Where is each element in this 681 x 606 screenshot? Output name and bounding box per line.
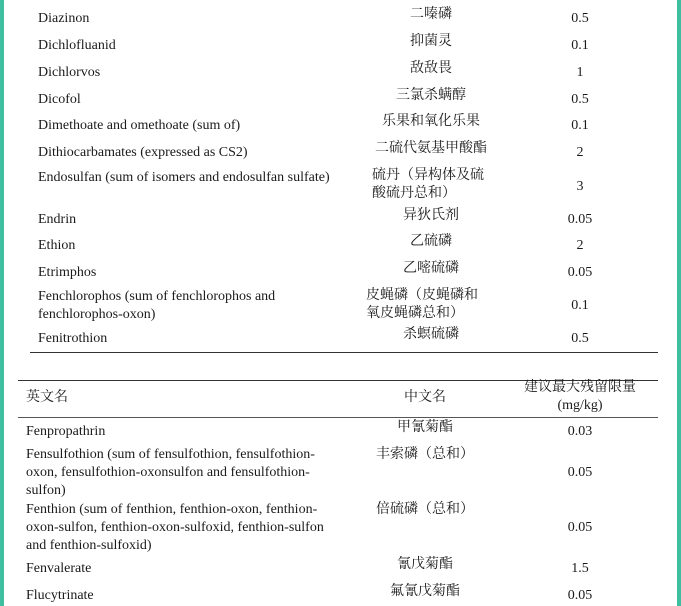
mrl-value: 0.1 — [571, 118, 589, 133]
mrl-value: 0.05 — [567, 265, 593, 280]
chinese-name: 三氯杀螨醇 — [396, 88, 466, 103]
chinese-name: 抑菌灵 — [410, 34, 452, 49]
mrl-value: 0.05 — [567, 212, 593, 227]
chinese-name: 氟氰戊菊酯 — [390, 584, 460, 599]
english-name: Endrin — [38, 212, 77, 227]
english-name: Fenpropathrin — [26, 424, 106, 439]
chinese-name: 倍硫磷（总和） — [376, 502, 474, 517]
mrl-value: 0.1 — [571, 298, 589, 313]
english-name: Ethion — [38, 238, 76, 253]
mrl-value: 0.5 — [571, 11, 589, 26]
chinese-name: 硫丹（异构体及硫酸硫丹总和） — [372, 168, 484, 201]
header-rule — [18, 417, 658, 418]
chinese-name: 乐果和氧化乐果 — [382, 114, 480, 129]
mrl-value: 2 — [576, 238, 584, 253]
chinese-name: 乙嘧硫磷 — [403, 261, 459, 276]
chinese-name: 杀螟硫磷 — [403, 327, 459, 342]
chinese-name: 二硫代氨基甲酸酯 — [375, 141, 487, 156]
english-name: Fenitrothion — [38, 331, 108, 346]
english-name: Etrimphos — [38, 265, 97, 280]
english-name: Endosulfan (sum of isomers and endosulfan sulfate) — [38, 170, 330, 185]
mrl-value: 0.5 — [571, 92, 589, 107]
mrl-value: 0.1 — [571, 38, 589, 53]
english-name: Dimethoate and omethoate (sum of) — [38, 118, 241, 133]
header-mrl-line1: 建议最大残留限量 — [524, 380, 636, 395]
chinese-name: 丰索磷（总和） — [376, 447, 474, 462]
english-name: Dichlofluanid — [38, 38, 116, 53]
english-name: Fensulfothion (sum of fensulfothion, fensulfothion-oxon, fensulfothion-oxonsulfon and fensulfothion-sulfon) — [26, 447, 315, 498]
mrl-value: 0.03 — [567, 424, 593, 439]
header-mrl-line2: (mg/kg) — [557, 398, 603, 413]
mrl-value: 1.5 — [571, 561, 589, 576]
residue-table-part-2 — [0, 365, 681, 606]
chinese-name: 皮蝇磷（皮蝇磷和氧皮蝇磷总和） — [366, 288, 478, 321]
chinese-name: 氰戊菊酯 — [397, 557, 453, 572]
english-name: Fenchlorophos (sum of fenchlorophos and fenchlorophos-oxon) — [38, 289, 276, 322]
chinese-name: 敌敌畏 — [410, 61, 452, 76]
chinese-name: 乙硫磷 — [410, 234, 452, 249]
table-bottom-rule — [30, 352, 658, 353]
mrl-value: 1 — [576, 65, 584, 80]
chinese-name: 甲氰菊酯 — [397, 420, 453, 435]
mrl-value: 3 — [576, 179, 584, 194]
english-name: Diazinon — [38, 11, 90, 26]
english-name: Dichlorvos — [38, 65, 101, 80]
mrl-value: 0.5 — [571, 331, 589, 346]
english-name: Flucytrinate — [26, 588, 94, 603]
mrl-value: 0.05 — [567, 588, 593, 603]
header-english-name: 英文名 — [26, 390, 68, 405]
header-chinese-name: 中文名 — [404, 390, 446, 405]
mrl-value: 0.05 — [567, 520, 593, 535]
english-name: Dicofol — [38, 92, 81, 107]
english-name: Fenvalerate — [26, 561, 92, 576]
chinese-name: 二嗪磷 — [410, 7, 452, 22]
english-name: Dithiocarbamates (expressed as CS2) — [38, 145, 248, 160]
english-name: Fenthion (sum of fenthion, fenthion-oxon, fenthion-oxon-sulfon, fenthion-oxon-sulfoxid, fenthion-sulfon and fenthion-sulfoxid) — [26, 502, 324, 553]
mrl-value: 2 — [576, 145, 584, 160]
mrl-value: 0.05 — [567, 465, 593, 480]
chinese-name: 异狄氏剂 — [403, 208, 459, 223]
